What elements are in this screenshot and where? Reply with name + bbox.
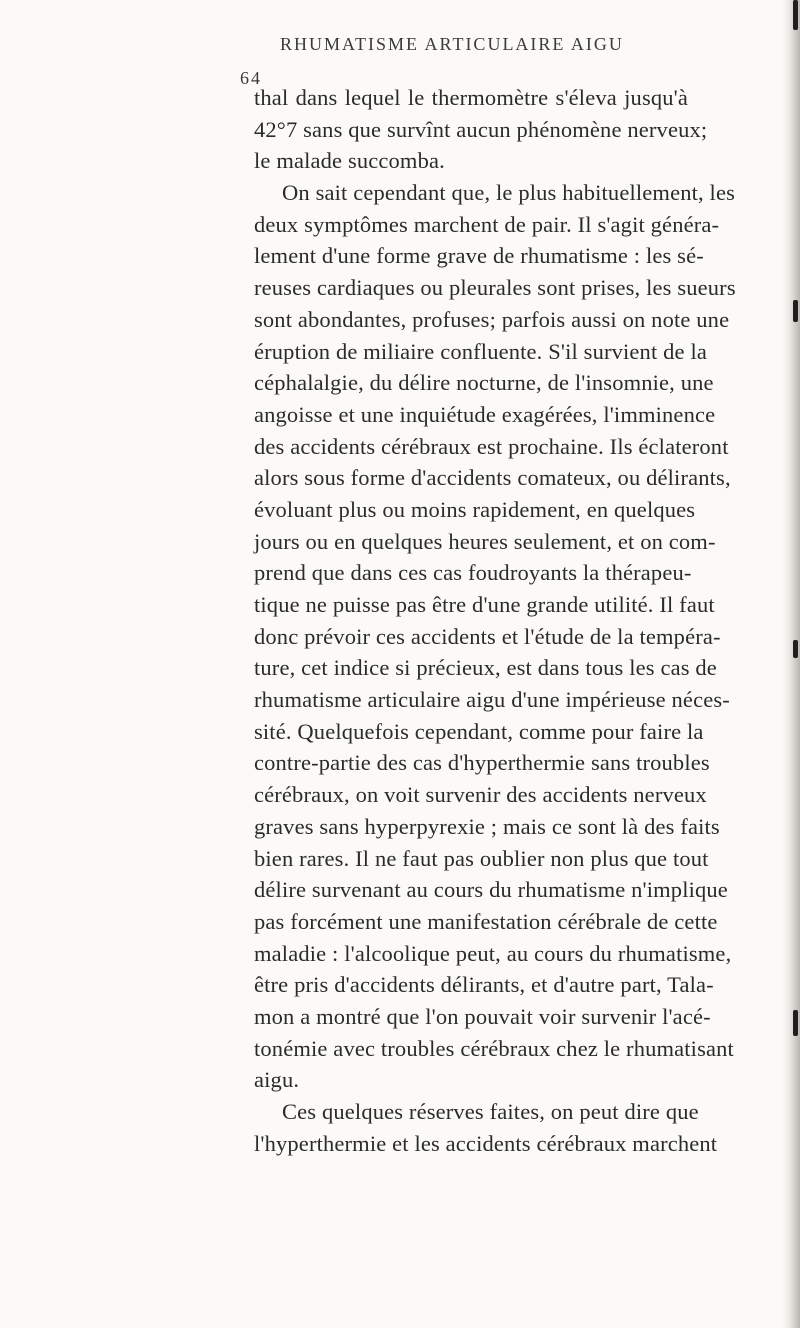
text-line: délire survenant au cours du rhumatisme n'implique — [254, 877, 728, 903]
running-head — [240, 34, 700, 88]
edge-mark — [793, 300, 798, 322]
text-line: bien rares. Il ne faut pas oublier non plus que tout — [254, 845, 709, 871]
text-line: l'hyperthermie et les accidents cérébraux marchent — [254, 1130, 718, 1156]
text-line: tique ne puisse pas être d'une grande utilité. Il faut — [254, 592, 715, 617]
text-line: pas forcément une manifestation cérébrale de cette — [254, 908, 718, 934]
text-line: des accidents cérébraux est prochaine. Ils éclateront — [254, 433, 729, 459]
page-number: 64 — [240, 68, 262, 88]
text-line: thal dans lequel le thermomètre s'éleva jusqu'à — [254, 85, 688, 110]
edge-mark — [793, 640, 798, 658]
text-line: deux symptômes marchent de pair. Il s'agit généra- — [254, 211, 720, 237]
text-line: prend que dans ces cas foudroyants la thérapeu- — [254, 560, 692, 586]
text-line: évoluant plus ou moins rapidement, en quelques — [254, 496, 696, 522]
text-line: donc prévoir ces accidents et l'étude de la tempéra- — [254, 623, 721, 649]
text-line: Ces quelques réserves faites, on peut dire que — [282, 1099, 699, 1124]
text-line: sont abondantes, profuses; parfois aussi on note une — [254, 306, 730, 332]
text-line: On sait cependant que, le plus habituellement, les — [282, 180, 735, 206]
text-line: mon a montré que l'on pouvait voir survenir l'acé- — [254, 1003, 711, 1029]
text-line: rhumatisme articulaire aigu d'une impérieuse néces- — [254, 687, 730, 713]
text-line: graves sans hyperpyrexie ; mais ce sont là des faits — [254, 813, 720, 839]
text-line: aigu. — [254, 1067, 300, 1093]
edge-mark — [793, 0, 798, 30]
text-line: éruption de miliaire confluente. S'il survient de la — [254, 338, 707, 364]
text-line: reuses cardiaques ou pleurales sont prises, les sueurs — [254, 275, 736, 301]
text-line: tonémie avec troubles cérébraux chez le rhumatisant — [254, 1035, 734, 1061]
text-line: céphalalgie, du délire nocturne, de l'insomnie, une — [254, 370, 714, 396]
text-line: contre-partie des cas d'hyperthermie sans troubles — [254, 750, 710, 776]
text-line: ture, cet indice si précieux, est dans tous les cas de — [254, 655, 717, 681]
text-line: maladie : l'alcoolique peut, au cours du rhumatisme, — [254, 940, 732, 966]
edge-mark — [793, 1010, 798, 1036]
text-line: 42°7 sans que survînt aucun phénomène nerveux; — [254, 116, 708, 142]
text-line: jours ou en quelques heures seulement, et on com- — [254, 528, 716, 554]
text-line: alors sous forme d'accidents comateux, ou délirants, — [254, 465, 731, 491]
text-line: lement d'une forme grave de rhumatisme : les sé- — [254, 243, 704, 269]
text-line: le malade succomba. — [254, 148, 445, 174]
text-line: angoisse et une inquiétude exagérées, l'imminence — [254, 401, 716, 427]
body-text — [254, 82, 736, 1159]
text-line: être pris d'accidents délirants, et d'autre part, Tala- — [254, 972, 714, 998]
text-line: cérébraux, on voit survenir des accidents nerveux — [254, 782, 707, 808]
page-edge-shadow — [782, 0, 800, 1328]
text-line: sité. Quelquefois cependant, comme pour faire la — [254, 718, 704, 744]
running-title: RHUMATISME ARTICULAIRE AIGU — [280, 34, 624, 54]
